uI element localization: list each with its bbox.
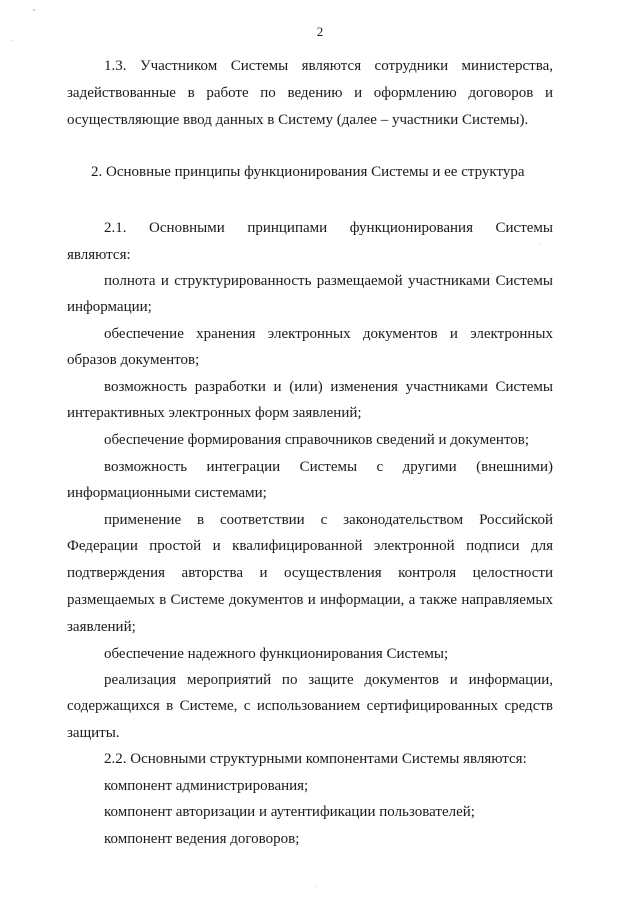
text-line: компонент ведения договоров; xyxy=(104,831,300,847)
text-line: 1.3. Участником Системы являются сотрудники министерства, xyxy=(104,58,553,74)
text-line: осуществляющие ввод данных в Систему (далее – участники Системы). xyxy=(67,112,529,128)
text-line: 2.2. Основными структурными компонентами Системы являются: xyxy=(104,751,527,767)
text-line: возможность разработки и (или) изменения участниками Системы xyxy=(104,379,553,395)
scan-speck xyxy=(540,243,541,244)
text-line: защиты. xyxy=(67,725,120,741)
text-line: обеспечение формирования справочников сведений и документов; xyxy=(104,432,530,448)
text-line: подтверждения авторства и осуществления контроля целостности xyxy=(67,565,553,581)
text-line: задействованные в работе по ведению и оформлению договоров и xyxy=(67,85,553,101)
text-line: образов документов; xyxy=(67,352,200,368)
text-line: содержащихся в Системе, с использованием сертифицированных средств xyxy=(67,698,553,714)
text-line: интерактивных электронных форм заявлений; xyxy=(67,405,362,421)
scan-speck xyxy=(33,9,35,11)
scan-speck xyxy=(11,40,12,41)
scan-speck xyxy=(316,886,317,887)
section-heading: 2. Основные принципы функционирования Системы и ее структура xyxy=(91,164,525,180)
text-line: 2.1. Основными принципами функционирования Системы xyxy=(104,220,553,236)
text-line: являются: xyxy=(67,247,131,263)
text-line: возможность интеграции Системы с другими (внешними) xyxy=(104,459,553,475)
text-line: заявлений; xyxy=(67,619,136,635)
page-number: 2 xyxy=(316,24,324,39)
text-line: применение в соответствии с законодательством Российской xyxy=(104,512,553,528)
text-line: обеспечение надежного функционирования Системы; xyxy=(104,646,449,662)
text-line: обеспечение хранения электронных документов и электронных xyxy=(104,326,553,342)
text-line: Федерации простой и квалифицированной электронной подписи для xyxy=(67,538,553,554)
text-line: информации; xyxy=(67,299,152,315)
text-line: размещаемых в Системе документов и информации, а также направляемых xyxy=(67,592,553,608)
text-line: реализация мероприятий по защите документов и информации, xyxy=(104,672,553,688)
text-line: компонент авторизации и аутентификации пользователей; xyxy=(104,804,475,820)
text-line: компонент администрирования; xyxy=(104,778,309,794)
text-line: полнота и структурированность размещаемой участниками Системы xyxy=(104,273,553,289)
text-line: информационными системами; xyxy=(67,485,267,501)
